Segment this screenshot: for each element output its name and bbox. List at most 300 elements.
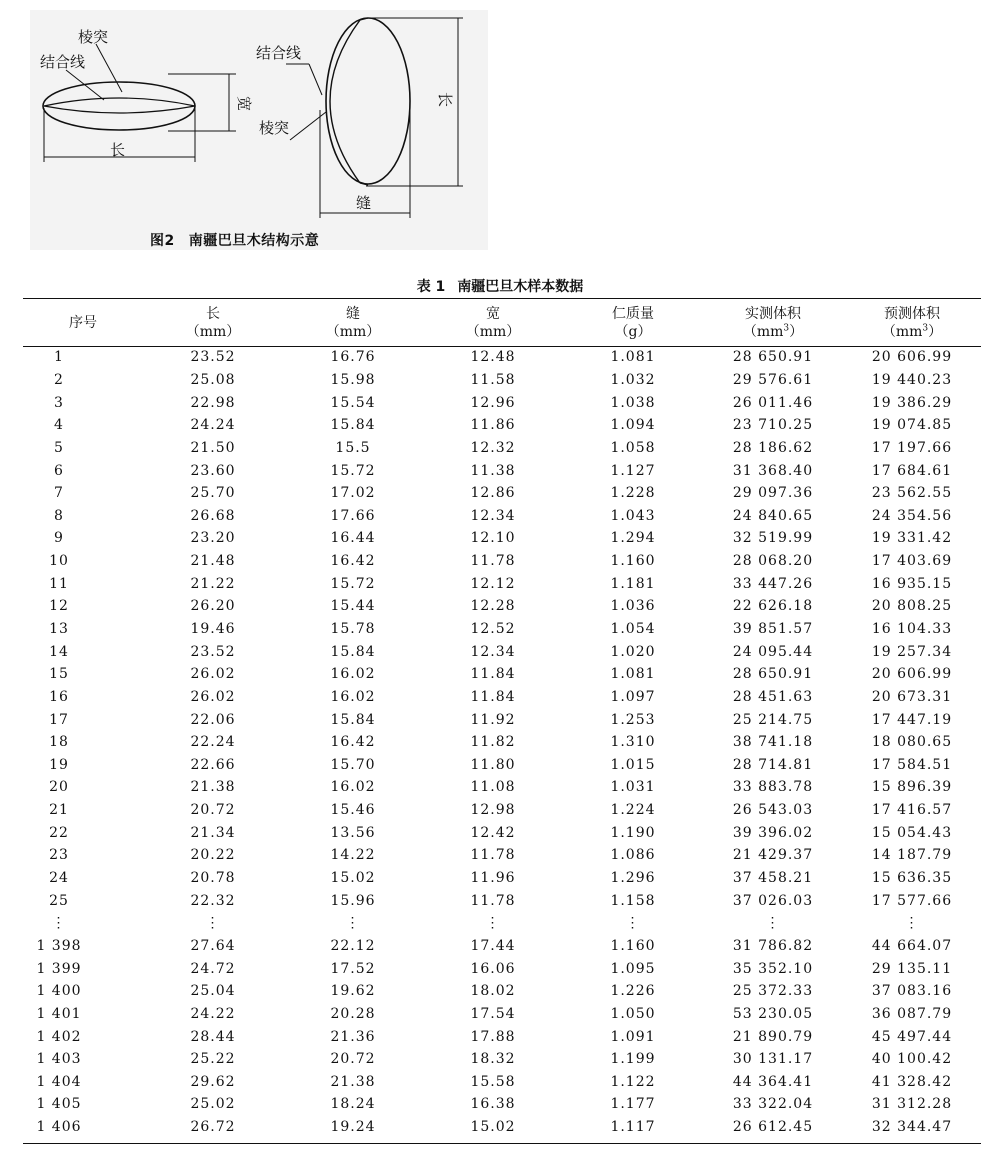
header-kernel-mass: 仁质量 （g） <box>612 306 654 340</box>
table-cell: 17 447.19 <box>871 711 953 728</box>
table-cell: 13.56 <box>330 824 376 841</box>
table-cell: 16.02 <box>330 688 376 705</box>
table-cell: 21.36 <box>330 1028 376 1045</box>
table-cell: 12.34 <box>470 643 516 660</box>
table-cell: 31 786.82 <box>732 937 814 954</box>
header-seam: 缝 （mm） <box>325 306 381 340</box>
table-cell: 23.52 <box>190 643 236 660</box>
table-cell: 1.127 <box>610 462 656 479</box>
table-cell: 12.32 <box>470 439 516 456</box>
table-cell: 25 <box>49 892 69 909</box>
table-cell: 1.050 <box>610 1005 656 1022</box>
table-cell: 19 440.23 <box>871 371 953 388</box>
table-cell: 11.82 <box>470 734 516 751</box>
table-cell: 33 322.04 <box>732 1096 814 1113</box>
table-cell: 20 673.31 <box>871 688 953 705</box>
table-cell: 17.44 <box>470 937 516 954</box>
table-cell: 12.10 <box>470 530 516 547</box>
table-cell: 1.095 <box>610 960 656 977</box>
table-cell: 1 401 <box>36 1005 82 1022</box>
table-cell: 36 087.79 <box>871 1005 953 1022</box>
table-cell: 2 <box>54 371 64 388</box>
table-cell: 27.64 <box>190 937 236 954</box>
table-row <box>23 459 981 482</box>
table-row <box>23 912 981 935</box>
table-row <box>23 708 981 731</box>
table-cell: 16 104.33 <box>871 621 953 637</box>
almond-structure-figure <box>0 0 1000 260</box>
header-predicted-volume: 预测体积 $(mm^3)$ <box>881 306 943 340</box>
table-cell: 12.86 <box>470 485 516 502</box>
table-cell: 17 577.66 <box>871 892 953 909</box>
table-cell: 1.054 <box>610 621 656 637</box>
table-cell: 22 <box>49 824 69 841</box>
table-cell: 1.160 <box>610 553 656 570</box>
table-cell: 15.70 <box>330 756 376 773</box>
table-cell: 19.62 <box>330 983 376 1000</box>
table-cell: 11.80 <box>470 756 516 773</box>
table-row <box>23 1071 981 1094</box>
table-body <box>23 346 981 1138</box>
table-cell: 28 186.62 <box>732 439 814 456</box>
table-cell: 1.224 <box>610 802 656 819</box>
table-cell: 1 406 <box>36 1119 82 1136</box>
table-row <box>23 663 981 686</box>
table-cell: 16.44 <box>330 530 376 547</box>
table-cell: 22.66 <box>190 756 236 773</box>
table-cell: 15.84 <box>330 711 376 728</box>
table-row <box>23 414 981 437</box>
table-cell: 4 <box>54 417 64 434</box>
table-cell: 16.42 <box>330 734 376 751</box>
table-cell: ⋮ <box>765 915 781 932</box>
table-cell: 20.72 <box>190 802 236 819</box>
table-cell: 15.44 <box>330 598 376 615</box>
table-cell: 18.32 <box>470 1051 516 1068</box>
table-cell: 17.66 <box>330 507 376 524</box>
table-cell: 12.34 <box>470 507 516 524</box>
table-row <box>23 731 981 754</box>
table-cell: 24 354.56 <box>871 507 953 524</box>
table-cell: 15 054.43 <box>871 824 953 841</box>
table-cell: 25 214.75 <box>732 711 814 728</box>
table-row <box>23 980 981 1003</box>
table-cell: 28 451.63 <box>732 688 814 705</box>
table-cell: 17.02 <box>330 485 376 502</box>
table-cell: 1.228 <box>610 485 656 502</box>
table-cell: 22.06 <box>190 711 236 728</box>
table-cell: 22.98 <box>190 394 236 411</box>
table-cell: 15.54 <box>330 394 376 411</box>
table-cell: 16.02 <box>330 779 376 796</box>
table-cell: 26.68 <box>190 507 236 524</box>
table-cell: 1.122 <box>610 1073 656 1090</box>
table-cell: 17.88 <box>470 1028 516 1045</box>
table-cell: 1.043 <box>610 507 656 524</box>
table-cell: 1.190 <box>610 824 656 841</box>
table-cell: 12 <box>49 598 69 615</box>
table-cell: 38 741.18 <box>732 734 814 751</box>
table-cell: 21 <box>49 802 69 819</box>
right-ridge-label: 棱突 <box>259 119 290 137</box>
table-cell: 1.117 <box>610 1119 656 1136</box>
left-width-label: 宽 <box>235 96 253 112</box>
table-cell: ⋮ <box>904 915 920 932</box>
table-cell: ⋮ <box>51 915 67 932</box>
table-cell: 11.92 <box>470 711 516 728</box>
table-cell: 25.08 <box>190 371 236 388</box>
table-cell: 16.02 <box>330 666 376 683</box>
table-cell: 21.22 <box>190 575 236 592</box>
table-cell: 19 257.34 <box>871 643 953 660</box>
table-cell: 29 097.36 <box>732 485 814 502</box>
table-cell: 17 <box>49 711 69 728</box>
table-cell: 11.78 <box>470 847 516 864</box>
table-cell: 12.12 <box>470 575 516 592</box>
table-cell: 33 447.26 <box>732 575 814 592</box>
table-cell: 5 <box>54 439 64 456</box>
table-cell: 25.70 <box>190 485 236 502</box>
table-row <box>23 346 981 369</box>
table-cell: 20.78 <box>190 870 236 887</box>
header-length: 长 （mm） <box>185 306 241 340</box>
table-cell: 1.015 <box>610 756 656 773</box>
table-cell: 17 416.57 <box>871 802 953 819</box>
table-cell: 15.72 <box>330 575 376 592</box>
table-cell: 9 <box>54 530 64 547</box>
table-cell: 19.24 <box>330 1119 376 1136</box>
table-cell: 25 372.33 <box>732 983 814 1000</box>
table-cell: 1.086 <box>610 847 656 864</box>
table-cell: 15.58 <box>470 1073 516 1090</box>
table-cell: 53 230.05 <box>732 1005 814 1022</box>
table-cell: 15.78 <box>330 621 376 637</box>
table-cell: 1.199 <box>610 1051 656 1068</box>
table-cell: 12.52 <box>470 621 516 637</box>
table-cell: 24 095.44 <box>732 643 814 660</box>
table-cell: 23 710.25 <box>732 417 814 434</box>
table-cell: 29.62 <box>190 1073 236 1090</box>
table-cell: 20 606.99 <box>871 349 953 366</box>
table-cell: 37 083.16 <box>871 983 953 1000</box>
table-row <box>23 618 981 641</box>
table-header-row <box>23 300 981 346</box>
table-cell: 16.42 <box>330 553 376 570</box>
table-cell: 21.50 <box>190 439 236 456</box>
right-joint-line-label: 结合线 <box>256 44 302 62</box>
table-row <box>23 686 981 709</box>
table-cell: 23.60 <box>190 462 236 479</box>
table-cell: 31 312.28 <box>871 1096 953 1113</box>
table-cell: 23 <box>49 847 69 864</box>
table-cell: 12.98 <box>470 802 516 819</box>
table-row <box>23 640 981 663</box>
table-cell: 12.28 <box>470 598 516 615</box>
table-cell: 14 187.79 <box>871 847 953 864</box>
table-cell: 37 458.21 <box>732 870 814 887</box>
table-cell: 16.76 <box>330 349 376 366</box>
table-cell: 11.78 <box>470 553 516 570</box>
table-cell: 1.310 <box>610 734 656 751</box>
table-cell: 37 026.03 <box>732 892 814 909</box>
table-cell: 26.20 <box>190 598 236 615</box>
table-cell: 14.22 <box>330 847 376 864</box>
table-cell: 1.032 <box>610 371 656 388</box>
table-cell: 1.038 <box>610 394 656 411</box>
table-number: 表 1 <box>416 279 446 295</box>
table-cell: 23.20 <box>190 530 236 547</box>
table-cell: 19.46 <box>190 621 236 637</box>
table-row <box>23 1116 981 1139</box>
left-joint-line-label: 结合线 <box>40 53 86 71</box>
table-cell: 28 068.20 <box>732 553 814 570</box>
table-cell: 19 <box>49 756 69 773</box>
table-cell: ⋮ <box>205 915 221 932</box>
table-cell: 17 197.66 <box>871 439 953 456</box>
table-cell: 20.72 <box>330 1051 376 1068</box>
almond-front-view <box>286 18 463 218</box>
table-cell: 1.081 <box>610 666 656 683</box>
table-cell: 10 <box>49 553 69 570</box>
table-cell: 18.24 <box>330 1096 376 1113</box>
table-cell: 1.160 <box>610 937 656 954</box>
table-cell: 11.84 <box>470 666 516 683</box>
table-cell: 15.96 <box>330 892 376 909</box>
table-cell: 15.46 <box>330 802 376 819</box>
table-cell: 15 896.39 <box>871 779 953 796</box>
table-cell: 1.296 <box>610 870 656 887</box>
table-row <box>23 844 981 867</box>
table-cell: 26.02 <box>190 666 236 683</box>
table-row <box>23 550 981 573</box>
table-cell: 15.02 <box>330 870 376 887</box>
table-cell: 19 074.85 <box>871 417 953 434</box>
table-bottom-rule <box>23 1143 981 1144</box>
table-cell: 24.72 <box>190 960 236 977</box>
figure-caption-text: 南疆巴旦木结构示意 <box>188 233 320 249</box>
table-cell: 11.78 <box>470 892 516 909</box>
table-cell: 26 543.03 <box>732 802 814 819</box>
left-length-label: 长 <box>110 141 126 159</box>
table-cell: 15.5 <box>335 439 371 456</box>
table-row <box>23 595 981 618</box>
table-cell: 1 402 <box>36 1028 82 1045</box>
table-cell: 26.02 <box>190 688 236 705</box>
table-row <box>23 935 981 958</box>
table-cell: 19 386.29 <box>871 394 953 411</box>
left-ridge-label: 棱突 <box>78 28 109 46</box>
table-cell: 21.38 <box>190 779 236 796</box>
table-cell: 12.48 <box>470 349 516 366</box>
table-cell: 11.84 <box>470 688 516 705</box>
table-cell: 11.58 <box>470 371 516 388</box>
table-row <box>23 504 981 527</box>
table-cell: 26 011.46 <box>732 394 814 411</box>
table-cell: 1 399 <box>36 960 82 977</box>
table-cell: 22 626.18 <box>732 598 814 615</box>
table-cell: 12.42 <box>470 824 516 841</box>
table-cell: 13 <box>49 621 69 637</box>
figure-caption-number: 图2 <box>150 233 175 249</box>
table-cell: 28 650.91 <box>732 666 814 683</box>
table-cell: 15.84 <box>330 417 376 434</box>
table-cell: 22.24 <box>190 734 236 751</box>
table-row <box>23 572 981 595</box>
table-cell: 1.020 <box>610 643 656 660</box>
table-cell: 1.058 <box>610 439 656 456</box>
table-cell: 17 684.61 <box>871 462 953 479</box>
right-seam-label: 缝 <box>356 194 372 212</box>
table-cell: 1 404 <box>36 1073 82 1090</box>
table-cell: 16 <box>49 688 69 705</box>
table-cell: 21.34 <box>190 824 236 841</box>
table-cell: 30 131.17 <box>732 1051 814 1068</box>
table-cell: 1.158 <box>610 892 656 909</box>
data-table <box>23 300 981 1138</box>
table-cell: 24.22 <box>190 1005 236 1022</box>
table-cell: 26 612.45 <box>732 1119 814 1136</box>
table-cell: 24 840.65 <box>732 507 814 524</box>
table-cell: 28.44 <box>190 1028 236 1045</box>
table-cell: 15.02 <box>470 1119 516 1136</box>
table-cell: 11.38 <box>470 462 516 479</box>
table-row <box>23 437 981 460</box>
table-cell: 1.253 <box>610 711 656 728</box>
table-cell: 39 396.02 <box>732 824 814 841</box>
table-cell: 29 135.11 <box>871 960 953 977</box>
table-cell: 1.081 <box>610 349 656 366</box>
table-cell: 20.28 <box>330 1005 376 1022</box>
table-cell: 40 100.42 <box>871 1051 953 1068</box>
table-cell: 18 <box>49 734 69 751</box>
table-cell: 1.294 <box>610 530 656 547</box>
table-row <box>23 527 981 550</box>
table-cell: 33 883.78 <box>732 779 814 796</box>
table-cell: ⋮ <box>625 915 641 932</box>
table-cell: 25.22 <box>190 1051 236 1068</box>
table-cell: 11.08 <box>470 779 516 796</box>
table-cell: 7 <box>54 485 64 502</box>
table-cell: 15.84 <box>330 643 376 660</box>
table-cell: 44 664.07 <box>871 937 953 954</box>
table-cell: 29 576.61 <box>732 371 814 388</box>
table-cell: 32 519.99 <box>732 530 814 547</box>
table-cell: 16.38 <box>470 1096 516 1113</box>
table-cell: 35 352.10 <box>732 960 814 977</box>
table-cell: 16.06 <box>470 960 516 977</box>
table-cell: 1.031 <box>610 779 656 796</box>
table-row <box>23 889 981 912</box>
table-row <box>23 776 981 799</box>
table-cell: ⋮ <box>485 915 501 932</box>
table-cell: 32 344.47 <box>871 1119 953 1136</box>
table-cell: 3 <box>54 394 64 411</box>
table-cell: 6 <box>54 462 64 479</box>
table-row <box>23 821 981 844</box>
table-cell: 1.036 <box>610 598 656 615</box>
table-row <box>23 391 981 414</box>
table-cell: 21 429.37 <box>732 847 814 864</box>
table-row <box>23 1048 981 1071</box>
table-cell: 1 403 <box>36 1051 82 1068</box>
table-row <box>23 482 981 505</box>
table-cell: 23.52 <box>190 349 236 366</box>
table-cell: 28 714.81 <box>732 756 814 773</box>
table-cell: 23 562.55 <box>871 485 953 502</box>
table-row <box>23 867 981 890</box>
table-cell: 39 851.57 <box>732 621 814 637</box>
table-row <box>23 957 981 980</box>
table-title <box>0 276 1000 296</box>
table-cell: 1.091 <box>610 1028 656 1045</box>
table-cell: 22.32 <box>190 892 236 909</box>
table-cell: 21.38 <box>330 1073 376 1090</box>
table-cell: 15.72 <box>330 462 376 479</box>
table-cell: 20 808.25 <box>871 598 953 615</box>
table-cell: 17.52 <box>330 960 376 977</box>
table-cell: 16 935.15 <box>871 575 953 592</box>
table-cell: 24 <box>49 870 69 887</box>
table-cell: 25.02 <box>190 1096 236 1113</box>
table-cell: 1 400 <box>36 983 82 1000</box>
table-row <box>23 1025 981 1048</box>
table-cell: 12.96 <box>470 394 516 411</box>
table-row <box>23 369 981 392</box>
header-seq: 序号 <box>69 315 97 331</box>
table-row <box>23 1003 981 1026</box>
table-cell: 11 <box>49 575 69 592</box>
table-cell: 1.226 <box>610 983 656 1000</box>
table-cell: 28 650.91 <box>732 349 814 366</box>
table-cell: 24.24 <box>190 417 236 434</box>
table-cell: 41 328.42 <box>871 1073 953 1090</box>
table-cell: 25.04 <box>190 983 236 1000</box>
header-measured-volume: 实测体积 $(mm^3)$ <box>742 306 804 340</box>
figure-caption <box>150 230 333 250</box>
table-cell: 45 497.44 <box>871 1028 953 1045</box>
table-cell: 17 403.69 <box>871 553 953 570</box>
table-cell: 20 606.99 <box>871 666 953 683</box>
table-cell: 17 584.51 <box>871 756 953 773</box>
table-cell: 14 <box>49 643 69 660</box>
table-cell: 22.12 <box>330 937 376 954</box>
table-cell: 17.54 <box>470 1005 516 1022</box>
header-width: 宽 （mm） <box>465 306 521 340</box>
table-row <box>23 754 981 777</box>
table-cell: 15.98 <box>330 371 376 388</box>
table-cell: 1.097 <box>610 688 656 705</box>
table-cell: 26.72 <box>190 1119 236 1136</box>
table-cell: 1.177 <box>610 1096 656 1113</box>
table-cell: 11.86 <box>470 417 516 434</box>
table-cell: 1 398 <box>36 937 82 954</box>
table-title-text: 南疆巴旦木样本数据 <box>457 279 584 295</box>
table-cell: 18.02 <box>470 983 516 1000</box>
table-row <box>23 1093 981 1116</box>
table-cell: 44 364.41 <box>732 1073 814 1090</box>
table-cell: 1.181 <box>610 575 656 592</box>
right-length-label: 长 <box>436 92 454 108</box>
table-cell: 20.22 <box>190 847 236 864</box>
table-top-rule <box>23 298 981 299</box>
table-cell: 1 405 <box>36 1096 82 1113</box>
table-cell: 15 <box>49 666 69 683</box>
table-cell: ⋮ <box>345 915 361 932</box>
table-cell: 18 080.65 <box>871 734 953 751</box>
table-cell: 1 <box>54 349 64 366</box>
table-cell: 20 <box>49 779 69 796</box>
table-cell: 11.96 <box>470 870 516 887</box>
